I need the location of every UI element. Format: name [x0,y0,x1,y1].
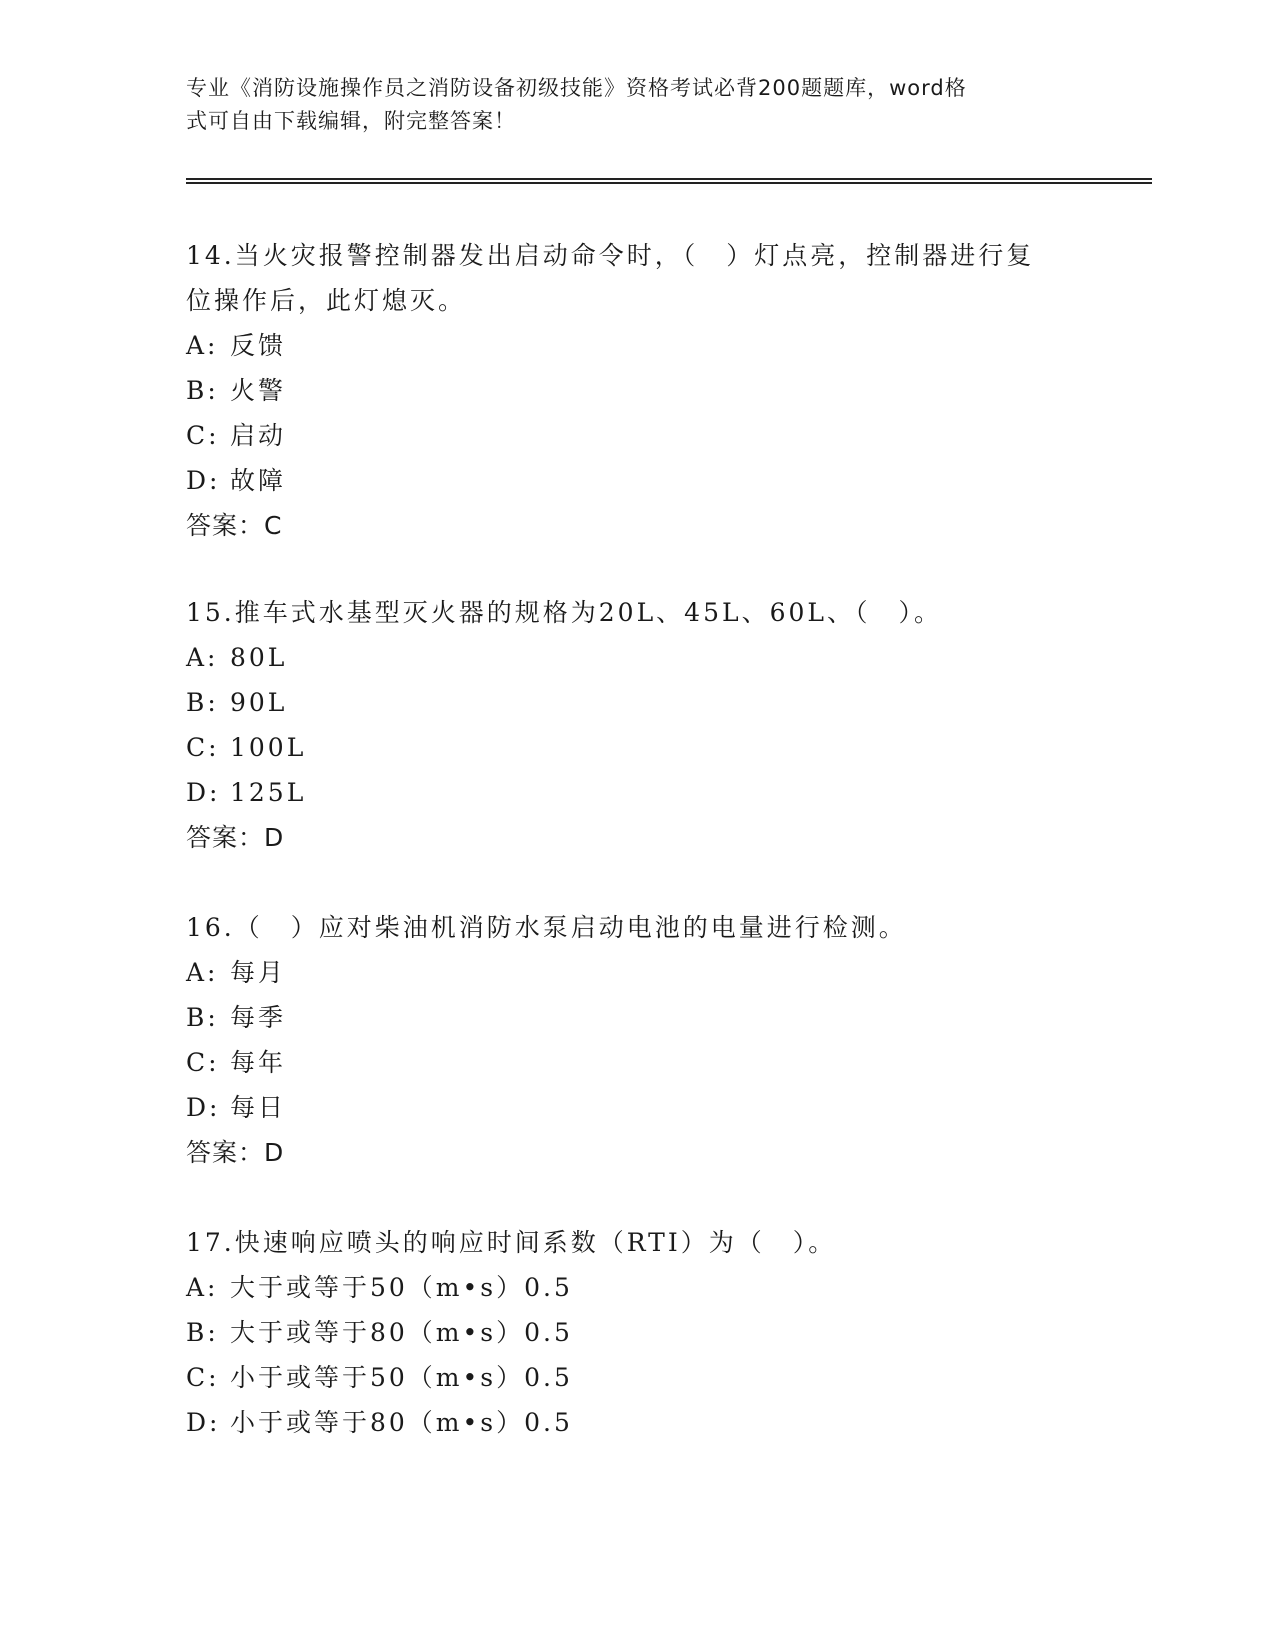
question-stem: 16.（ ）应对柴油机消防水泵启动电池的电量进行检测。 [186,913,907,942]
question-stem: 17.快速响应喷头的响应时间系数（RTI）为（ ）。 [186,1228,837,1257]
option-letter: A: [186,958,219,987]
option-c [186,413,1086,458]
answer: 答案：D [186,1138,285,1167]
option-text: 小于或等于50（m•s）0.5 [230,1363,573,1392]
option-a [186,1265,1086,1310]
question-14 [186,233,1086,548]
option-a [186,323,1086,368]
option-b [186,680,1086,725]
header-rule-bottom [186,182,1152,184]
option-letter: C: [186,421,220,450]
header-rule-top [186,178,1152,180]
question-16 [186,905,1086,1175]
option-letter: C: [186,1048,220,1077]
option-text: 125L [230,778,307,807]
option-text: 80L [230,643,288,672]
option-letter: B: [186,376,219,405]
answer: 答案：D [186,823,285,852]
option-a [186,635,1086,680]
question-17 [186,1220,1086,1445]
option-b [186,995,1086,1040]
option-text: 每月 [230,958,287,987]
option-b [186,1310,1086,1355]
option-letter: B: [186,1003,219,1032]
option-letter: D: [186,466,221,495]
option-letter: A: [186,643,219,672]
option-letter: B: [186,688,219,717]
option-letter: C: [186,733,220,762]
option-letter: B: [186,1318,219,1347]
option-text: 每季 [230,1003,287,1032]
question-stem-continued: 位操作后，此灯熄灭。 [186,286,467,315]
option-text: 每日 [230,1093,287,1122]
document-header [186,72,1066,138]
option-text: 每年 [230,1048,287,1077]
question-stem: 15.推车式水基型灭火器的规格为20L、45L、60L、（ ）。 [186,598,942,627]
question-15 [186,590,1086,860]
option-c [186,1355,1086,1400]
answer: 答案：C [186,511,283,540]
option-text: 火警 [230,376,287,405]
option-letter: C: [186,1363,220,1392]
option-text: 90L [230,688,288,717]
option-text: 故障 [230,466,287,495]
option-letter: D: [186,778,221,807]
option-letter: D: [186,1093,221,1122]
option-b [186,368,1086,413]
option-text: 启动 [230,421,287,450]
header-line-2: 式可自由下载编辑，附完整答案！ [186,109,516,133]
header-line-1: 专业《消防设施操作员之消防设备初级技能》资格考试必背200题题库，word格 [186,76,967,100]
option-letter: A: [186,331,219,360]
option-d [186,770,1086,815]
option-d [186,1085,1086,1130]
option-text: 大于或等于80（m•s）0.5 [230,1318,573,1347]
option-d [186,1400,1086,1445]
option-letter: D: [186,1408,221,1437]
option-text: 反馈 [230,331,287,360]
option-c [186,725,1086,770]
question-stem: 14.当火灾报警控制器发出启动命令时，（ ）灯点亮，控制器进行复 [186,241,1035,270]
option-d [186,458,1086,503]
option-letter: A: [186,1273,219,1302]
option-a [186,950,1086,995]
option-text: 大于或等于50（m•s）0.5 [230,1273,573,1302]
option-text: 小于或等于80（m•s）0.5 [230,1408,573,1437]
option-text: 100L [230,733,307,762]
option-c [186,1040,1086,1085]
